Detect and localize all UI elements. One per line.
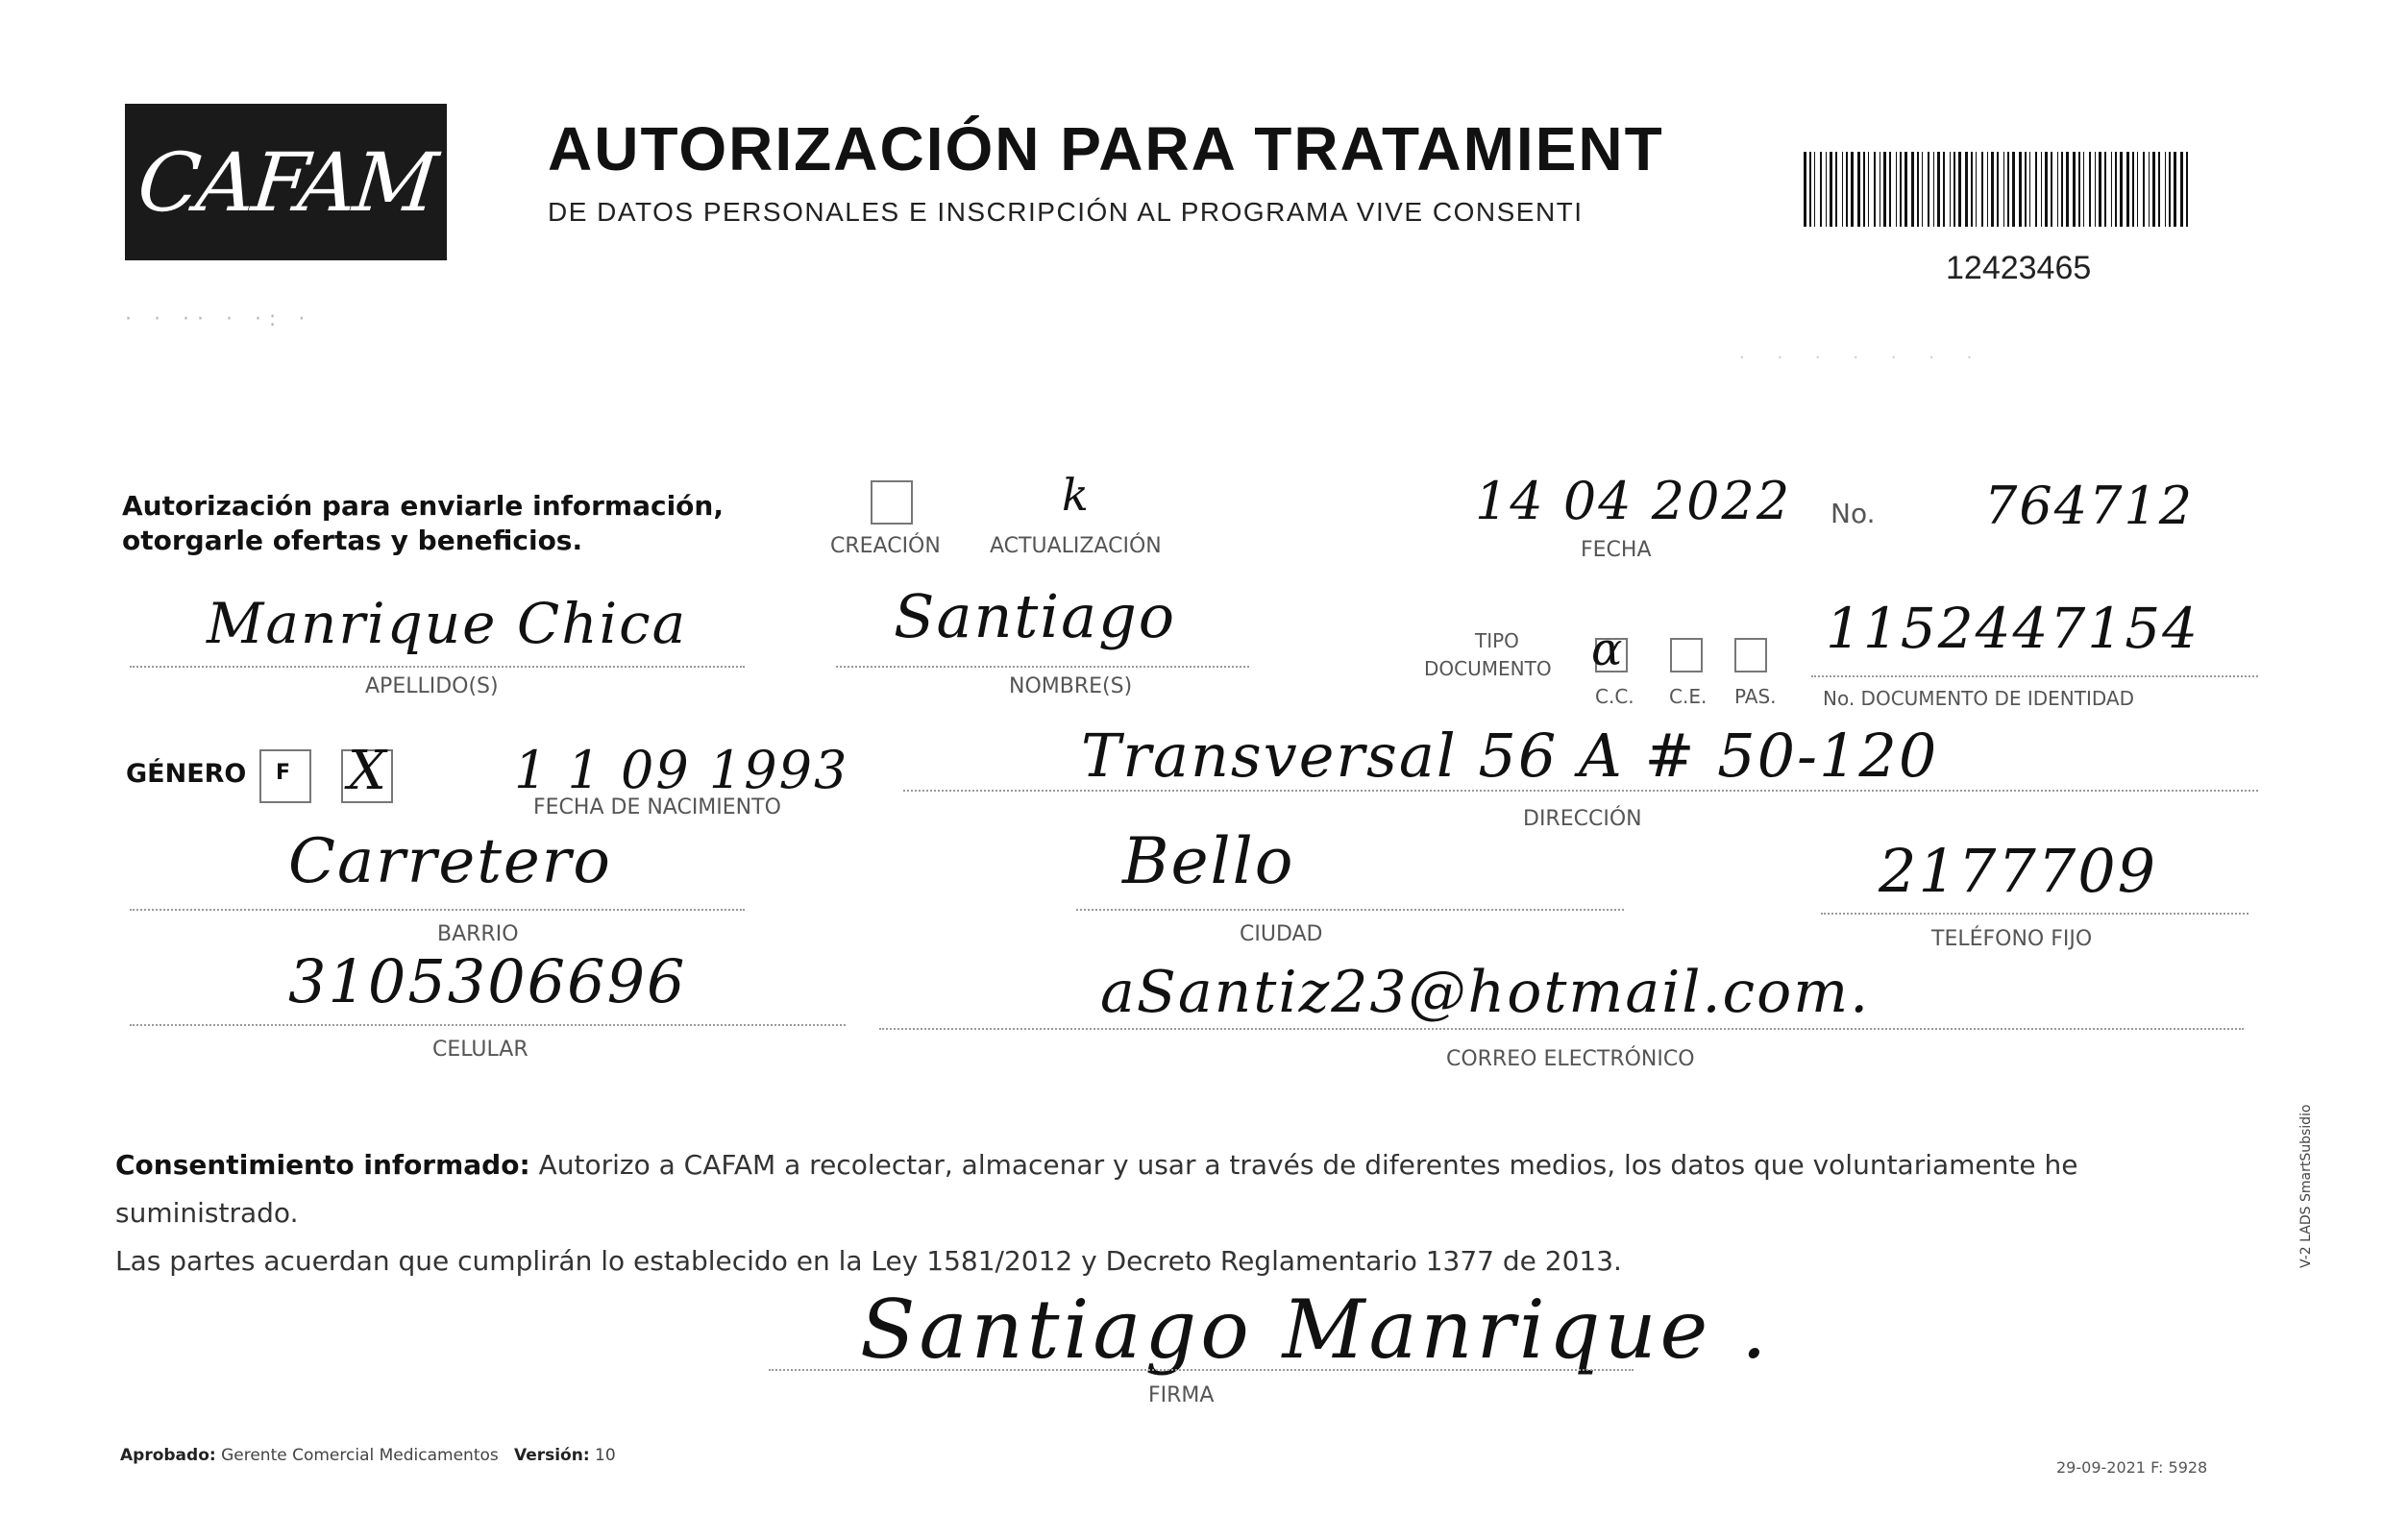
barcode-bar (2089, 152, 2091, 227)
footer-approval (120, 1446, 616, 1465)
barcode-bar (2111, 152, 2112, 227)
barcode-bar (1842, 152, 1843, 227)
consent-text-1: Autorizo a CAFAM a recolectar, almacenar y usar a través de diferentes medios, los datos que voluntariamente he suministrado. (115, 1149, 2078, 1229)
tipo-documento-label-1: TIPO (1475, 629, 1519, 652)
correo-line (879, 1028, 2244, 1030)
barcode-bar (2186, 152, 2188, 227)
genero-f-label: F (276, 761, 291, 785)
consent-paragraph (115, 1141, 2268, 1285)
side-vertical-text: V-2 LADS SmartSubsidio (2298, 1104, 2314, 1268)
barcode-bar (1997, 152, 1999, 227)
correo-label: CORREO ELECTRÓNICO (1446, 1047, 1695, 1071)
barcode-bar (2003, 152, 2004, 227)
barcode-bar (2051, 152, 2052, 227)
barcode-bar (1950, 152, 1951, 227)
barcode-bar (1958, 152, 1961, 227)
barcode-bar (2019, 152, 2022, 227)
form-title: AUTORIZACIÓN PARA TRATAMIENT (548, 114, 1664, 183)
barcode-bar (2169, 152, 2171, 227)
no-label: No. (1831, 498, 1876, 529)
celular-value[interactable]: 3105306696 (288, 946, 687, 1016)
barcode-bar (2165, 152, 2166, 227)
signature-value[interactable]: Santiago Manrique . (860, 1283, 1771, 1377)
barrio-value[interactable]: Carretero (288, 826, 612, 897)
barcode-bar (1826, 152, 1827, 227)
barcode-bar (1851, 152, 1854, 227)
barcode-bar (1868, 152, 1869, 227)
ciudad-line (1076, 909, 1624, 911)
barcode-bar (2057, 152, 2058, 227)
barcode-bar (1889, 152, 1891, 227)
tipo-pas-label: PAS. (1734, 685, 1777, 708)
barcode-number: 12423465 (1946, 250, 2092, 286)
barcode-bar (2132, 152, 2134, 227)
barcode-bar (2029, 152, 2030, 227)
footer-date-code: 29-09-2021 F: 5928 (2056, 1458, 2208, 1477)
barcode-bar (2066, 152, 2069, 227)
logo-text: CAFAM (133, 134, 439, 230)
nombres-label: NOMBRE(S) (1009, 674, 1133, 698)
barcode-bar (2115, 152, 2117, 227)
no-value: 764712 (1984, 476, 2195, 536)
barcode-bar (1883, 152, 1886, 227)
apellidos-label: APELLIDO(S) (365, 674, 499, 698)
ciudad-label: CIUDAD (1240, 922, 1323, 946)
barcode-bar (1804, 152, 1806, 227)
documento-line (1811, 675, 2258, 677)
fecha-value[interactable]: 14 04 2022 (1475, 471, 1792, 531)
barcode-bar (1809, 152, 1811, 227)
signature-line (769, 1369, 1634, 1371)
signature-label: FIRMA (1148, 1383, 1215, 1407)
barcode-bar (1820, 152, 1822, 227)
apellidos-value[interactable]: Manrique Chica (207, 591, 688, 656)
barcode-bar (2035, 152, 2037, 227)
barcode-bar (1904, 152, 1907, 227)
tipo-cc-label: C.C. (1595, 685, 1634, 708)
barcode-bar (2120, 152, 2123, 227)
barcode-bar (2078, 152, 2080, 227)
tipo-pas-checkbox[interactable] (1734, 638, 1767, 672)
barcode-bar (2061, 152, 2063, 227)
tipo-ce-label: C.E. (1669, 685, 1708, 708)
barcode-bar (1987, 152, 1988, 227)
genero-label: GÉNERO (126, 759, 247, 789)
celular-line (130, 1024, 846, 1026)
actualizacion-label: ACTUALIZACIÓN (990, 534, 1162, 558)
fecha-nacimiento-label: FECHA DE NACIMIENTO (533, 795, 781, 819)
barcode-bar (1937, 152, 1940, 227)
actualizacion-check-mark[interactable]: k (1062, 469, 1089, 521)
barcode-bar (1965, 152, 1968, 227)
barcode-bar (2041, 152, 2042, 227)
barcode-bar (1928, 152, 1929, 227)
barcode-bar (1857, 152, 1860, 227)
fecha-nacimiento-value[interactable]: 1 1 09 1993 (514, 740, 849, 800)
barcode-bar (2073, 152, 2076, 227)
barcode-bar (2007, 152, 2009, 227)
creacion-label: CREACIÓN (830, 534, 941, 558)
direccion-value[interactable]: Transversal 56 A # 50-120 (1081, 721, 1939, 791)
consent-heading: Consentimiento informado: (115, 1149, 530, 1181)
genero-m-mark: X (348, 740, 386, 802)
intro-line-1: Autorización para enviarle información, (122, 490, 724, 522)
version-value: 10 (595, 1446, 616, 1465)
barcode-bar (2143, 152, 2145, 227)
barcode-bar (1933, 152, 1934, 227)
documento-value[interactable]: 1152447154 (1826, 596, 2200, 661)
barcode-bar (1922, 152, 1923, 227)
barcode-bar (2025, 152, 2027, 227)
aprobado-label: Aprobado: (120, 1446, 216, 1465)
barcode-bar (1943, 152, 1945, 227)
fecha-label: FECHA (1581, 538, 1652, 562)
nombres-line (836, 666, 1249, 668)
telefono-label: TELÉFONO FIJO (1931, 927, 2093, 951)
form-subtitle: DE DATOS PERSONALES E INSCRIPCIÓN AL PROGRAMA VIVE CONSENTI (548, 197, 1584, 227)
correo-value[interactable]: aSantiz23@hotmail.com. (1100, 959, 1871, 1026)
nombres-value[interactable]: Santiago (894, 581, 1177, 651)
barcode-bar (2045, 152, 2048, 227)
barcode (1804, 152, 2193, 227)
barcode-bar (2152, 152, 2155, 227)
barcode-bar (1830, 152, 1832, 227)
tipo-documento-label-2: DOCUMENTO (1424, 657, 1552, 680)
celular-label: CELULAR (432, 1038, 528, 1062)
creacion-checkbox[interactable] (871, 480, 913, 525)
telefono-value[interactable]: 2177709 (1879, 836, 2158, 906)
barcode-bar (1835, 152, 1837, 227)
barcode-bar (1896, 152, 1897, 227)
barcode-bar (2012, 152, 2015, 227)
barcode-bar (2174, 152, 2176, 227)
barcode-bar (2137, 152, 2138, 227)
barcode-bar (2149, 152, 2150, 227)
barcode-bar (1976, 152, 1977, 227)
scan-speckles-right: · · · · · · · (1739, 348, 1986, 368)
barcode-bar (2095, 152, 2096, 227)
barcode-bar (2099, 152, 2101, 227)
barcode-bar (1874, 152, 1876, 227)
barrio-label: BARRIO (437, 922, 519, 946)
barcode-bar (1981, 152, 1983, 227)
barcode-bar (1900, 152, 1902, 227)
barcode-bar (2126, 152, 2129, 227)
scan-speckles: · · ·· · ·: · (125, 307, 313, 331)
direccion-label: DIRECCIÓN (1523, 807, 1642, 831)
barcode-bar (1953, 152, 1955, 227)
barcode-bar (1991, 152, 1994, 227)
intro-line-2: otorgarle ofertas y beneficios. (122, 525, 583, 556)
barcode-bar (2083, 152, 2084, 227)
barcode-bar (2180, 152, 2183, 227)
barrio-line (130, 909, 745, 911)
barcode-bar (1814, 152, 1815, 227)
consent-text-2: Las partes acuerdan que cumplirán lo establecido en la Ley 1581/2012 y Decreto Reglamentario 1377 de 2013. (115, 1245, 1622, 1277)
barcode-bar (2158, 152, 2160, 227)
version-label: Versión: (513, 1446, 590, 1465)
documento-label: No. DOCUMENTO DE IDENTIDAD (1823, 687, 2135, 710)
barcode-bar (1917, 152, 1919, 227)
barcode-bar (1971, 152, 1973, 227)
barcode-bar (1863, 152, 1865, 227)
barcode-bar (2104, 152, 2106, 227)
tipo-cc-mark: α (1591, 623, 1623, 676)
barcode-bar (1911, 152, 1914, 227)
aprobado-value: Gerente Comercial Medicamentos (221, 1446, 499, 1465)
ciudad-value[interactable]: Bello (1122, 824, 1295, 898)
direccion-line (903, 790, 2258, 792)
tipo-ce-checkbox[interactable] (1670, 638, 1703, 672)
cafam-logo (125, 104, 447, 260)
barcode-bar (1846, 152, 1848, 227)
telefono-line (1821, 913, 2248, 915)
apellidos-line (130, 666, 745, 668)
